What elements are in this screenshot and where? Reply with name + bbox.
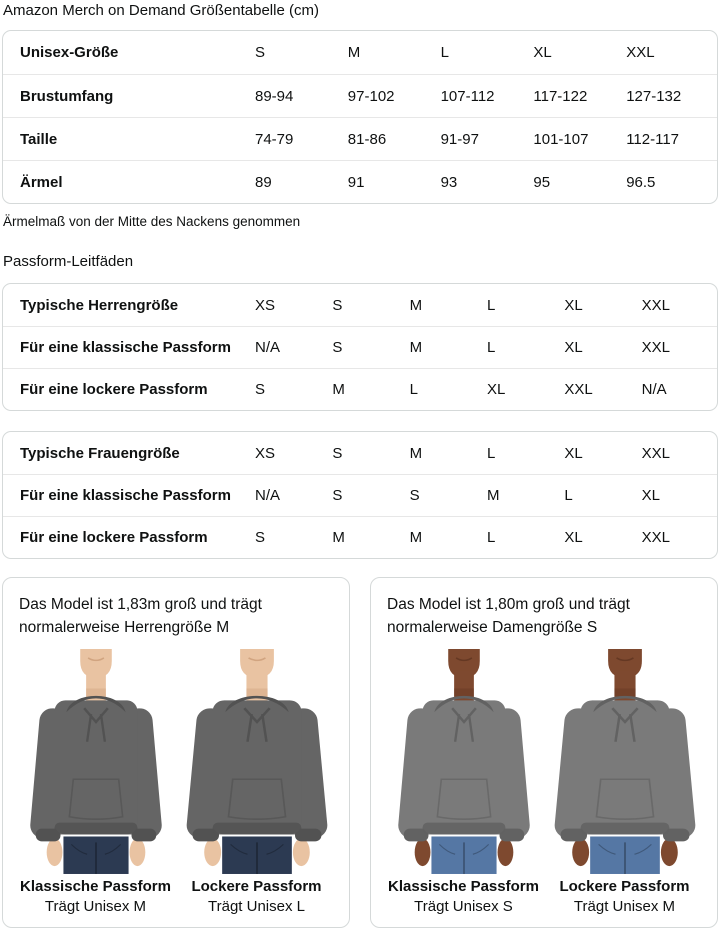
- sleeve-measure-note: Ärmelmaß von der Mitte des Nackens genommen: [3, 214, 301, 229]
- cell: M: [409, 339, 423, 356]
- female-model-loose-fit-hoodie-image: [545, 649, 703, 874]
- female-model-classic-fit-hoodie-image: [390, 649, 538, 874]
- table-header-row: [3, 31, 717, 74]
- unisex-size-table: [2, 30, 718, 204]
- fit-caption: Lockere Passform: [191, 878, 322, 895]
- cell: S: [255, 529, 266, 546]
- cell: 127-132: [626, 87, 682, 105]
- female-model-card: [370, 577, 718, 928]
- cell: L: [487, 529, 496, 546]
- row-label: Typische Frauengröße: [20, 444, 180, 462]
- row-label: Ärmel: [20, 173, 63, 191]
- cell: N/A: [255, 339, 281, 356]
- cell: M: [409, 444, 423, 462]
- cell: S: [255, 381, 266, 398]
- table-row: [3, 368, 717, 410]
- row-label: Unisex-Größe: [20, 44, 119, 61]
- cell: 112-117: [626, 130, 680, 148]
- cell: XL: [564, 296, 583, 314]
- table-row: [3, 326, 717, 368]
- row-label: Brustumfang: [20, 87, 114, 105]
- page-title: Amazon Merch on Demand Größentabelle (cm): [3, 2, 319, 19]
- cell: 74-79: [255, 130, 294, 148]
- cell: S: [332, 296, 343, 314]
- cell: XL: [564, 444, 583, 462]
- size-col-header: XL: [533, 44, 552, 61]
- cell: L: [564, 487, 573, 504]
- cell: 101-107: [533, 130, 589, 148]
- fit-caption: Klassische Passform: [388, 878, 539, 895]
- cell: L: [487, 296, 496, 314]
- table-row: [3, 474, 717, 516]
- table-row-waist: [3, 117, 717, 160]
- cell: XS: [255, 296, 276, 314]
- size-caption: Trägt Unisex S: [414, 898, 513, 915]
- table-row: [3, 284, 717, 326]
- row-label: Typische Herrengröße: [20, 296, 179, 314]
- cell: 107-112: [440, 87, 495, 105]
- row-label: Für eine lockere Passform: [20, 529, 208, 546]
- cell: S: [332, 487, 343, 504]
- cell: N/A: [255, 487, 281, 504]
- model-description: Das Model ist 1,80m groß und trägt normalerweise Damengröße S: [387, 596, 630, 636]
- fit-caption: Klassische Passform: [20, 878, 171, 895]
- cell: XXL: [641, 529, 671, 546]
- cell: N/A: [641, 381, 667, 398]
- model-description: Das Model ist 1,83m groß und trägt normalerweise Herrengröße M: [19, 596, 262, 636]
- cell: 117-122: [533, 87, 588, 105]
- size-col-header: XXL: [626, 44, 655, 61]
- cell: 81-86: [347, 130, 387, 148]
- cell: 89-94: [255, 87, 294, 105]
- cell: XXL: [641, 444, 671, 462]
- table-row-chest: [3, 74, 717, 117]
- cell: XXL: [564, 381, 593, 398]
- women-fit-table: [2, 431, 718, 559]
- table-row: [3, 516, 717, 558]
- model-figure: [548, 649, 701, 917]
- cell: S: [332, 444, 343, 462]
- cell: 91: [347, 173, 365, 191]
- model-figure: [180, 649, 333, 917]
- size-caption: Trägt Unisex M: [44, 898, 147, 915]
- model-figure: [19, 649, 172, 917]
- table-row: [3, 432, 717, 474]
- cell: XL: [564, 529, 583, 546]
- cell: M: [332, 381, 345, 398]
- cell: XXL: [641, 339, 671, 356]
- row-label: Für eine lockere Passform: [20, 381, 208, 398]
- row-label: Taille: [20, 130, 58, 148]
- cell: XXL: [641, 296, 671, 314]
- row-label: Für eine klassische Passform: [20, 339, 231, 356]
- cell: S: [332, 339, 343, 356]
- size-col-header: M: [347, 44, 361, 61]
- male-model-loose-fit-hoodie-image: [177, 649, 335, 874]
- size-col-header: L: [440, 44, 449, 61]
- model-figure: [387, 649, 540, 917]
- cell: L: [409, 381, 418, 398]
- cell: M: [409, 529, 423, 546]
- cell: XL: [564, 339, 583, 356]
- cell: M: [332, 529, 345, 546]
- size-caption: Trägt Unisex L: [208, 898, 305, 915]
- cell: M: [409, 296, 423, 314]
- cell: 89: [255, 173, 272, 191]
- size-col-header: S: [255, 44, 266, 61]
- size-chart-page: [2, 2, 718, 928]
- model-cards: [2, 577, 718, 928]
- cell: S: [409, 487, 420, 504]
- cell: XS: [255, 444, 276, 462]
- fit-guides-title: Passform-Leitfäden: [3, 253, 134, 270]
- men-fit-table: [2, 283, 718, 411]
- row-label: Für eine klassische Passform: [20, 487, 231, 504]
- cell: L: [487, 444, 496, 462]
- cell: L: [487, 339, 496, 356]
- cell: 93: [440, 173, 458, 191]
- male-model-classic-fit-hoodie-image: [22, 649, 170, 874]
- cell: XL: [641, 487, 661, 504]
- cell: 95: [533, 173, 551, 191]
- fit-caption: Lockere Passform: [559, 878, 690, 895]
- cell: 96.5: [626, 173, 656, 191]
- size-caption: Trägt Unisex M: [573, 898, 676, 915]
- male-model-card: [2, 577, 350, 928]
- cell: XL: [487, 381, 506, 398]
- table-row-sleeve: [3, 160, 717, 203]
- cell: M: [487, 487, 500, 504]
- cell: 97-102: [347, 87, 395, 105]
- cell: 91-97: [440, 130, 479, 148]
